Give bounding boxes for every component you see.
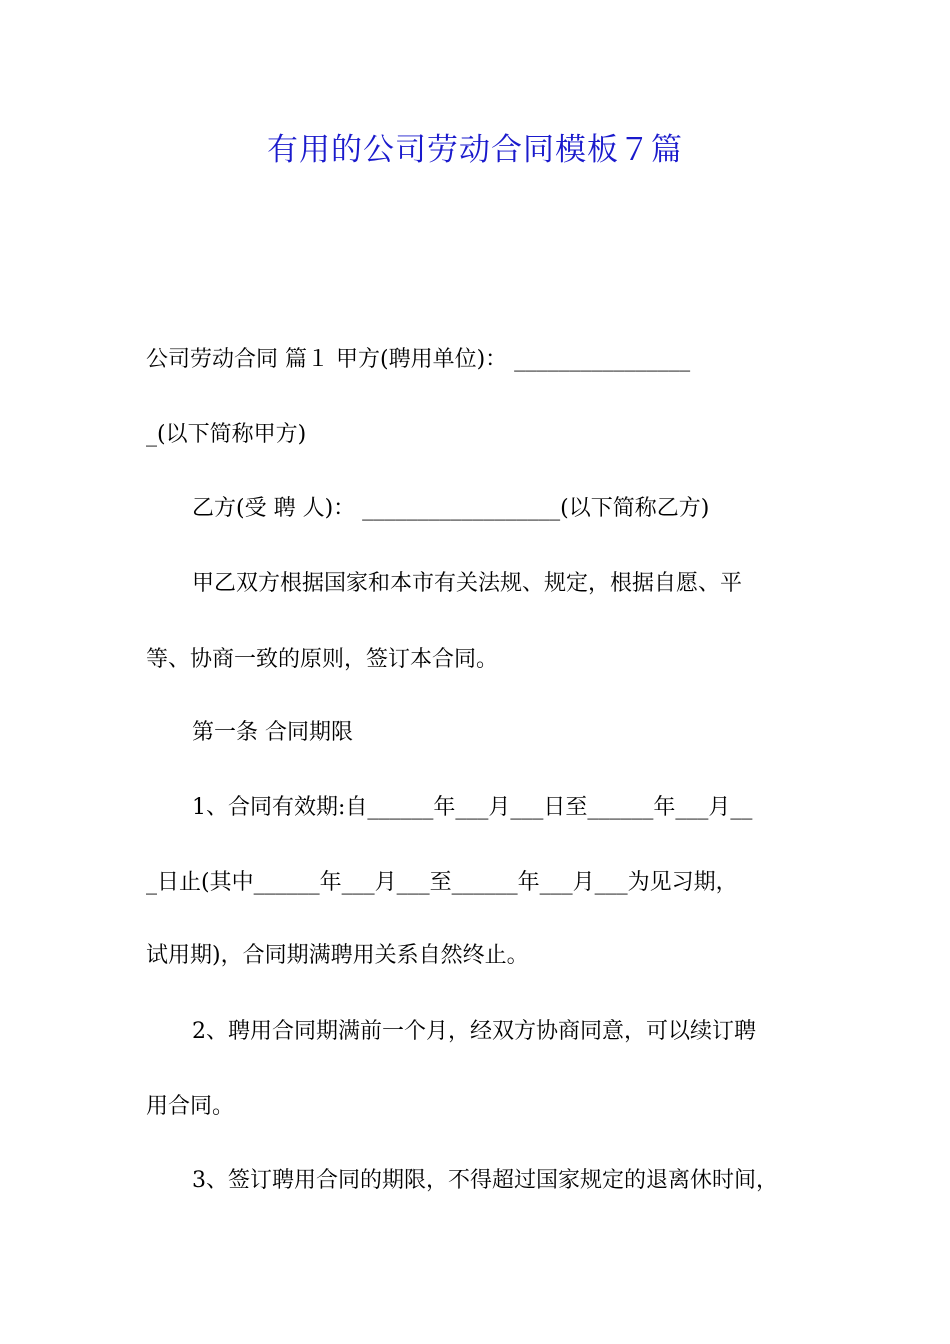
clause-2-line-1: 2、聘用合同期满前一个月，经双方协商同意，可以续订聘 — [192, 1019, 756, 1044]
clause-2-line-2: 用合同。 — [146, 1094, 235, 1119]
article-one-heading: 第一条 合同期限 — [192, 720, 353, 745]
clause-1-line-1: 1、合同有效期:自______年___月___日至______年___月__ — [192, 795, 753, 820]
clause-1-line-3: 试用期)，合同期满聘用关系自然终止。 — [146, 943, 529, 968]
document-title: 有用的公司劳动合同模板７篇 — [267, 132, 683, 168]
party-a-suffix-line: _(以下简称甲方) — [146, 422, 307, 447]
clause-3-line-1: 3、签订聘用合同的期限，不得超过国家规定的退离休时间， — [192, 1168, 778, 1193]
party-b-line: 乙方(受 聘 人)： __________________(以下简称乙方) — [192, 496, 710, 521]
clause-1-line-2: _日止(其中______年___月___至______年___月___为见习期， — [146, 870, 738, 895]
contract-heading-line: 公司劳动合同 篇１ 甲方(聘用单位)： ________________ — [146, 347, 691, 372]
preamble-line-1: 甲乙双方根据国家和本市有关法规、规定，根据自愿、平 — [192, 571, 743, 596]
preamble-line-2: 等、协商一致的原则，签订本合同。 — [146, 647, 499, 672]
